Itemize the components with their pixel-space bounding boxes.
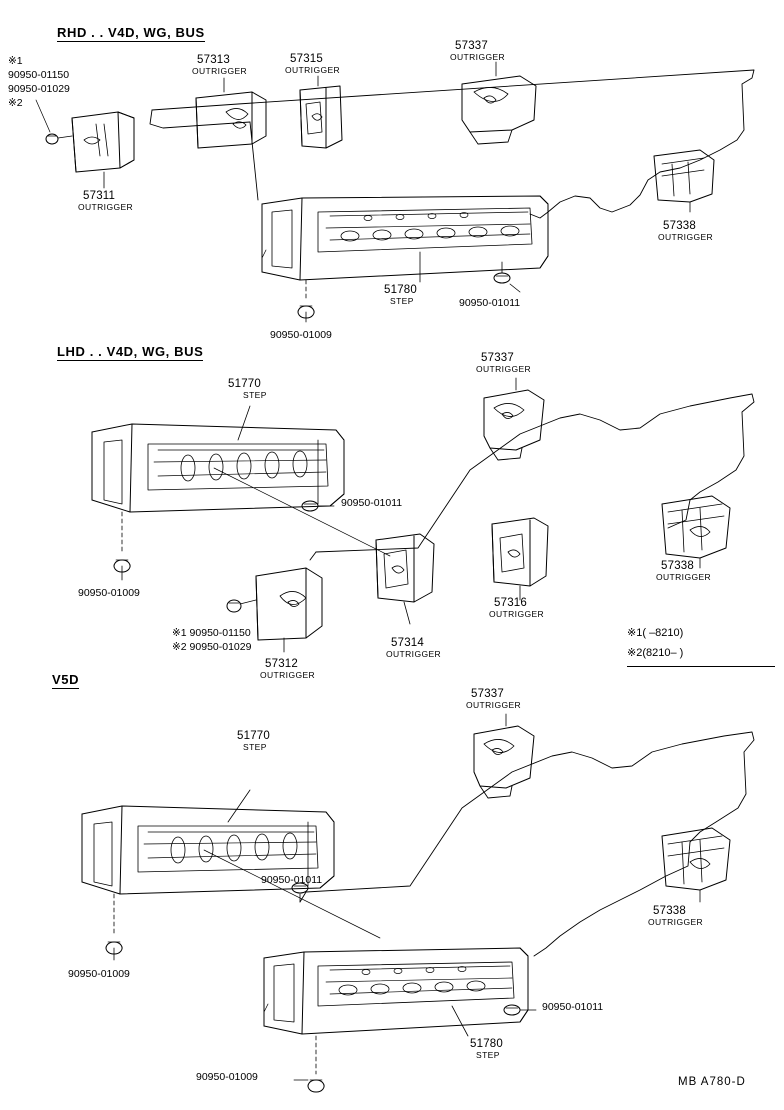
bolt-label-90950-01011-v5d-top: 90950-01011 <box>261 874 323 886</box>
part-number-51770-lhd: 51770 <box>228 378 261 390</box>
part-number-57312: 57312 <box>265 658 298 670</box>
mark2-symbol-rhd: ※2 <box>8 97 23 109</box>
part-number-51780-v5d: 51780 <box>470 1038 503 1050</box>
section-heading-rhd: RHD . . V4D, WG, BUS <box>57 26 205 42</box>
bolt-label-90950-01011-rhd: 90950-01011 <box>459 297 521 309</box>
part-number-57311: 57311 <box>83 190 116 202</box>
legend-underline <box>627 666 775 667</box>
part-name-51770-lhd: STEP <box>243 390 267 400</box>
part-name-57337-lhd: OUTRIGGER <box>476 364 532 374</box>
part-number-51770-v5d: 51770 <box>237 730 270 742</box>
mark1-part-rhd: 90950-01150 <box>8 69 70 81</box>
bolt-label-90950-01009-lhd: 90950-01009 <box>78 587 140 599</box>
bolt-label-90950-01011-v5d-bottom: 90950-01011 <box>542 1001 604 1013</box>
part-name-57338-lhd: OUTRIGGER <box>656 572 712 582</box>
part-number-57338-v5d: 57338 <box>653 905 686 917</box>
part-name-57338-v5d: OUTRIGGER <box>648 917 704 927</box>
part-number-57316: 57316 <box>494 597 527 609</box>
legend-entry-1 <box>627 628 683 640</box>
legend-text-1: ( –8210) <box>642 627 684 639</box>
part-number-57315: 57315 <box>290 53 323 65</box>
mark1-symbol-rhd: ※1 <box>8 55 23 67</box>
mark2-part-lhd: ※2 90950-01029 <box>172 641 252 653</box>
part-name-57338-rhd: OUTRIGGER <box>658 232 714 242</box>
part-name-57315: OUTRIGGER <box>285 65 341 75</box>
part-number-57338-rhd: 57338 <box>663 220 696 232</box>
part-number-57337-rhd: 57337 <box>455 40 488 52</box>
legend-mark-1: ※1 <box>627 627 643 639</box>
part-number-57337-v5d: 57337 <box>471 688 504 700</box>
part-name-57311: OUTRIGGER <box>78 202 134 212</box>
part-number-57338-lhd: 57338 <box>661 560 694 572</box>
part-name-57337-v5d: OUTRIGGER <box>466 700 522 710</box>
sheet-code: MB A780-D <box>678 1076 746 1088</box>
part-name-51770-v5d: STEP <box>243 742 267 752</box>
part-number-57314: 57314 <box>391 637 424 649</box>
part-name-51780-v5d: STEP <box>476 1050 500 1060</box>
part-number-57313: 57313 <box>197 54 230 66</box>
bolt-label-90950-01009-rhd: 90950-01009 <box>270 329 332 341</box>
bolt-label-90950-01009-v5d-bottom: 90950-01009 <box>196 1071 258 1083</box>
part-name-57316: OUTRIGGER <box>489 609 545 619</box>
mark2-part-rhd: 90950-01029 <box>8 83 70 95</box>
part-name-57313: OUTRIGGER <box>192 66 248 76</box>
section-heading-lhd: LHD . . V4D, WG, BUS <box>57 345 203 361</box>
part-number-57337-lhd: 57337 <box>481 352 514 364</box>
part-name-57312: OUTRIGGER <box>260 670 316 680</box>
part-name-57337-rhd: OUTRIGGER <box>450 52 506 62</box>
part-number-51780-rhd: 51780 <box>384 284 417 296</box>
section-heading-v5d: V5D <box>52 673 79 689</box>
legend-mark-2: ※2 <box>627 647 643 659</box>
mark1-part-lhd: ※1 90950-01150 <box>172 627 251 639</box>
part-name-57314: OUTRIGGER <box>386 649 442 659</box>
part-name-51780-rhd: STEP <box>390 296 414 306</box>
bolt-label-90950-01009-v5d-left: 90950-01009 <box>68 968 130 980</box>
legend-entry-2 <box>627 648 683 660</box>
legend-text-2: (8210– ) <box>642 647 684 659</box>
bolt-label-90950-01011-lhd: 90950-01011 <box>341 497 403 509</box>
